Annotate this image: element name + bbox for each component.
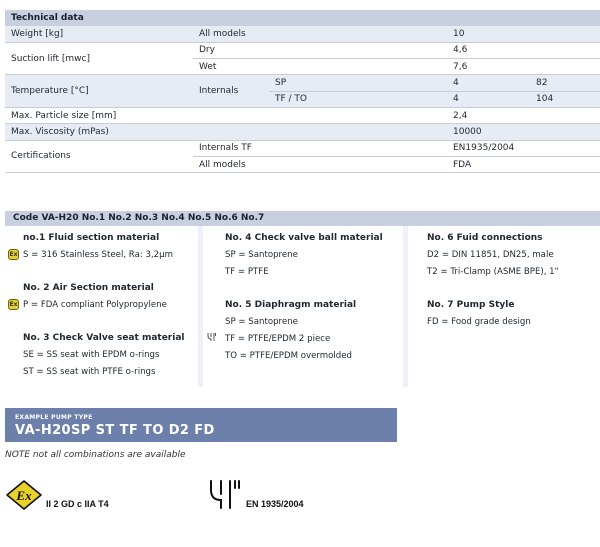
technical-data-header-row [5,10,600,26]
no4-title: No. 4 Check valve ball material [225,233,383,243]
suction-wet-value: 7,6 [447,59,600,75]
temperature-label: Temperature [°C] [5,75,193,108]
weight-sub: All models [193,26,447,42]
no5-line2: TF = PTFE/EPDM 2 piece [225,334,331,344]
suction-dry-label: Dry [193,42,447,58]
certifications-label: Certifications [5,140,193,173]
temperature-sp-label: SP [269,75,447,91]
no3-line2: ST = SS seat with PTFE o-rings [23,367,156,377]
suction-wet-label: Wet [193,59,447,75]
particle-row [5,107,600,123]
code-column-2 [203,226,403,387]
no4-line2: TF = PTFE [225,267,269,277]
no2-title: No. 2 Air Section material [23,283,154,293]
food-contact-icon [208,478,242,510]
temperature-tf-label: TF / TO [269,91,447,107]
no6-line2: T2 = Tri-Clamp (ASME BPE), 1" [427,267,559,277]
no1-line1: S = 316 Stainless Steel, Ra: 3,2µm [23,250,173,260]
example-value: VA-H20SP ST TF TO D2 FD [15,423,215,438]
temperature-row-sp [5,75,600,91]
certifications-all-value: FDA [447,156,600,172]
certifications-tf-value: EN1935/2004 [447,140,600,156]
code-header: Code VA-H20 No.1 No.2 No.3 No.4 No.5 No.6 No.7 [5,211,600,226]
food-contact-mini-icon [207,332,217,342]
temperature-sp-min: 4 [447,75,530,91]
no5-line3: TO = PTFE/EPDM overmolded [225,351,352,361]
svg-text:Ex: Ex [16,488,32,503]
no6-title: No. 6 Fuid connections [427,233,543,243]
combinations-note: NOTE not all combinations are available [5,450,186,460]
suction-label: Suction lift [mwc] [5,42,193,75]
suction-row-dry [5,42,600,58]
no7-title: No. 7 Pump Style [427,300,515,310]
suction-dry-value: 4,6 [447,42,600,58]
certifications-all-label: All models [193,156,447,172]
atex-marking: II 2 GD c IIA T4 [46,499,109,509]
atex-mini-icon: Ex [9,301,18,308]
no3-line1: SE = SS seat with EPDM o-rings [23,350,160,360]
atex-ex-icon [6,480,42,510]
particle-value: 2,4 [447,107,600,123]
viscosity-value: 10000 [447,124,600,140]
example-label: EXAMPLE PUMP TYPE [15,414,93,421]
no4-line1: SP = Santoprene [225,250,298,260]
food-contact-marking: EN 1935/2004 [246,499,304,509]
no2-line1: P = FDA compliant Polypropylene [23,300,167,310]
no5-title: No. 5 Diaphragm material [225,300,357,310]
no5-line1: SP = Santoprene [225,317,298,327]
weight-row [5,26,600,42]
code-column-3 [408,226,600,387]
no1-title: no.1 Fluid section material [23,233,160,243]
example-pump-type-box [5,408,397,442]
temperature-sp-max: 82 [530,75,600,91]
temperature-tf-min: 4 [447,91,530,107]
particle-label: Max. Particle size [mm] [5,107,447,123]
viscosity-label: Max. Viscosity (mPas) [5,124,447,140]
atex-mini-icon: Ex [9,251,18,258]
temperature-sub: Internals [193,75,269,108]
weight-label: Weight [kg] [5,26,193,42]
code-column-1 [5,226,198,387]
technical-data-title: Technical data [5,10,600,26]
technical-data-table [5,10,600,173]
no7-line1: FD = Food grade design [427,317,531,327]
no6-line1: D2 = DIN 11851, DN25, male [427,250,554,260]
viscosity-row [5,124,600,140]
no3-title: No. 3 Check Valve seat material [23,333,185,343]
code-columns [5,226,600,387]
weight-value: 10 [447,26,600,42]
certifications-row-tf [5,140,600,156]
temperature-tf-max: 104 [530,91,600,107]
certifications-tf-label: Internals TF [193,140,447,156]
